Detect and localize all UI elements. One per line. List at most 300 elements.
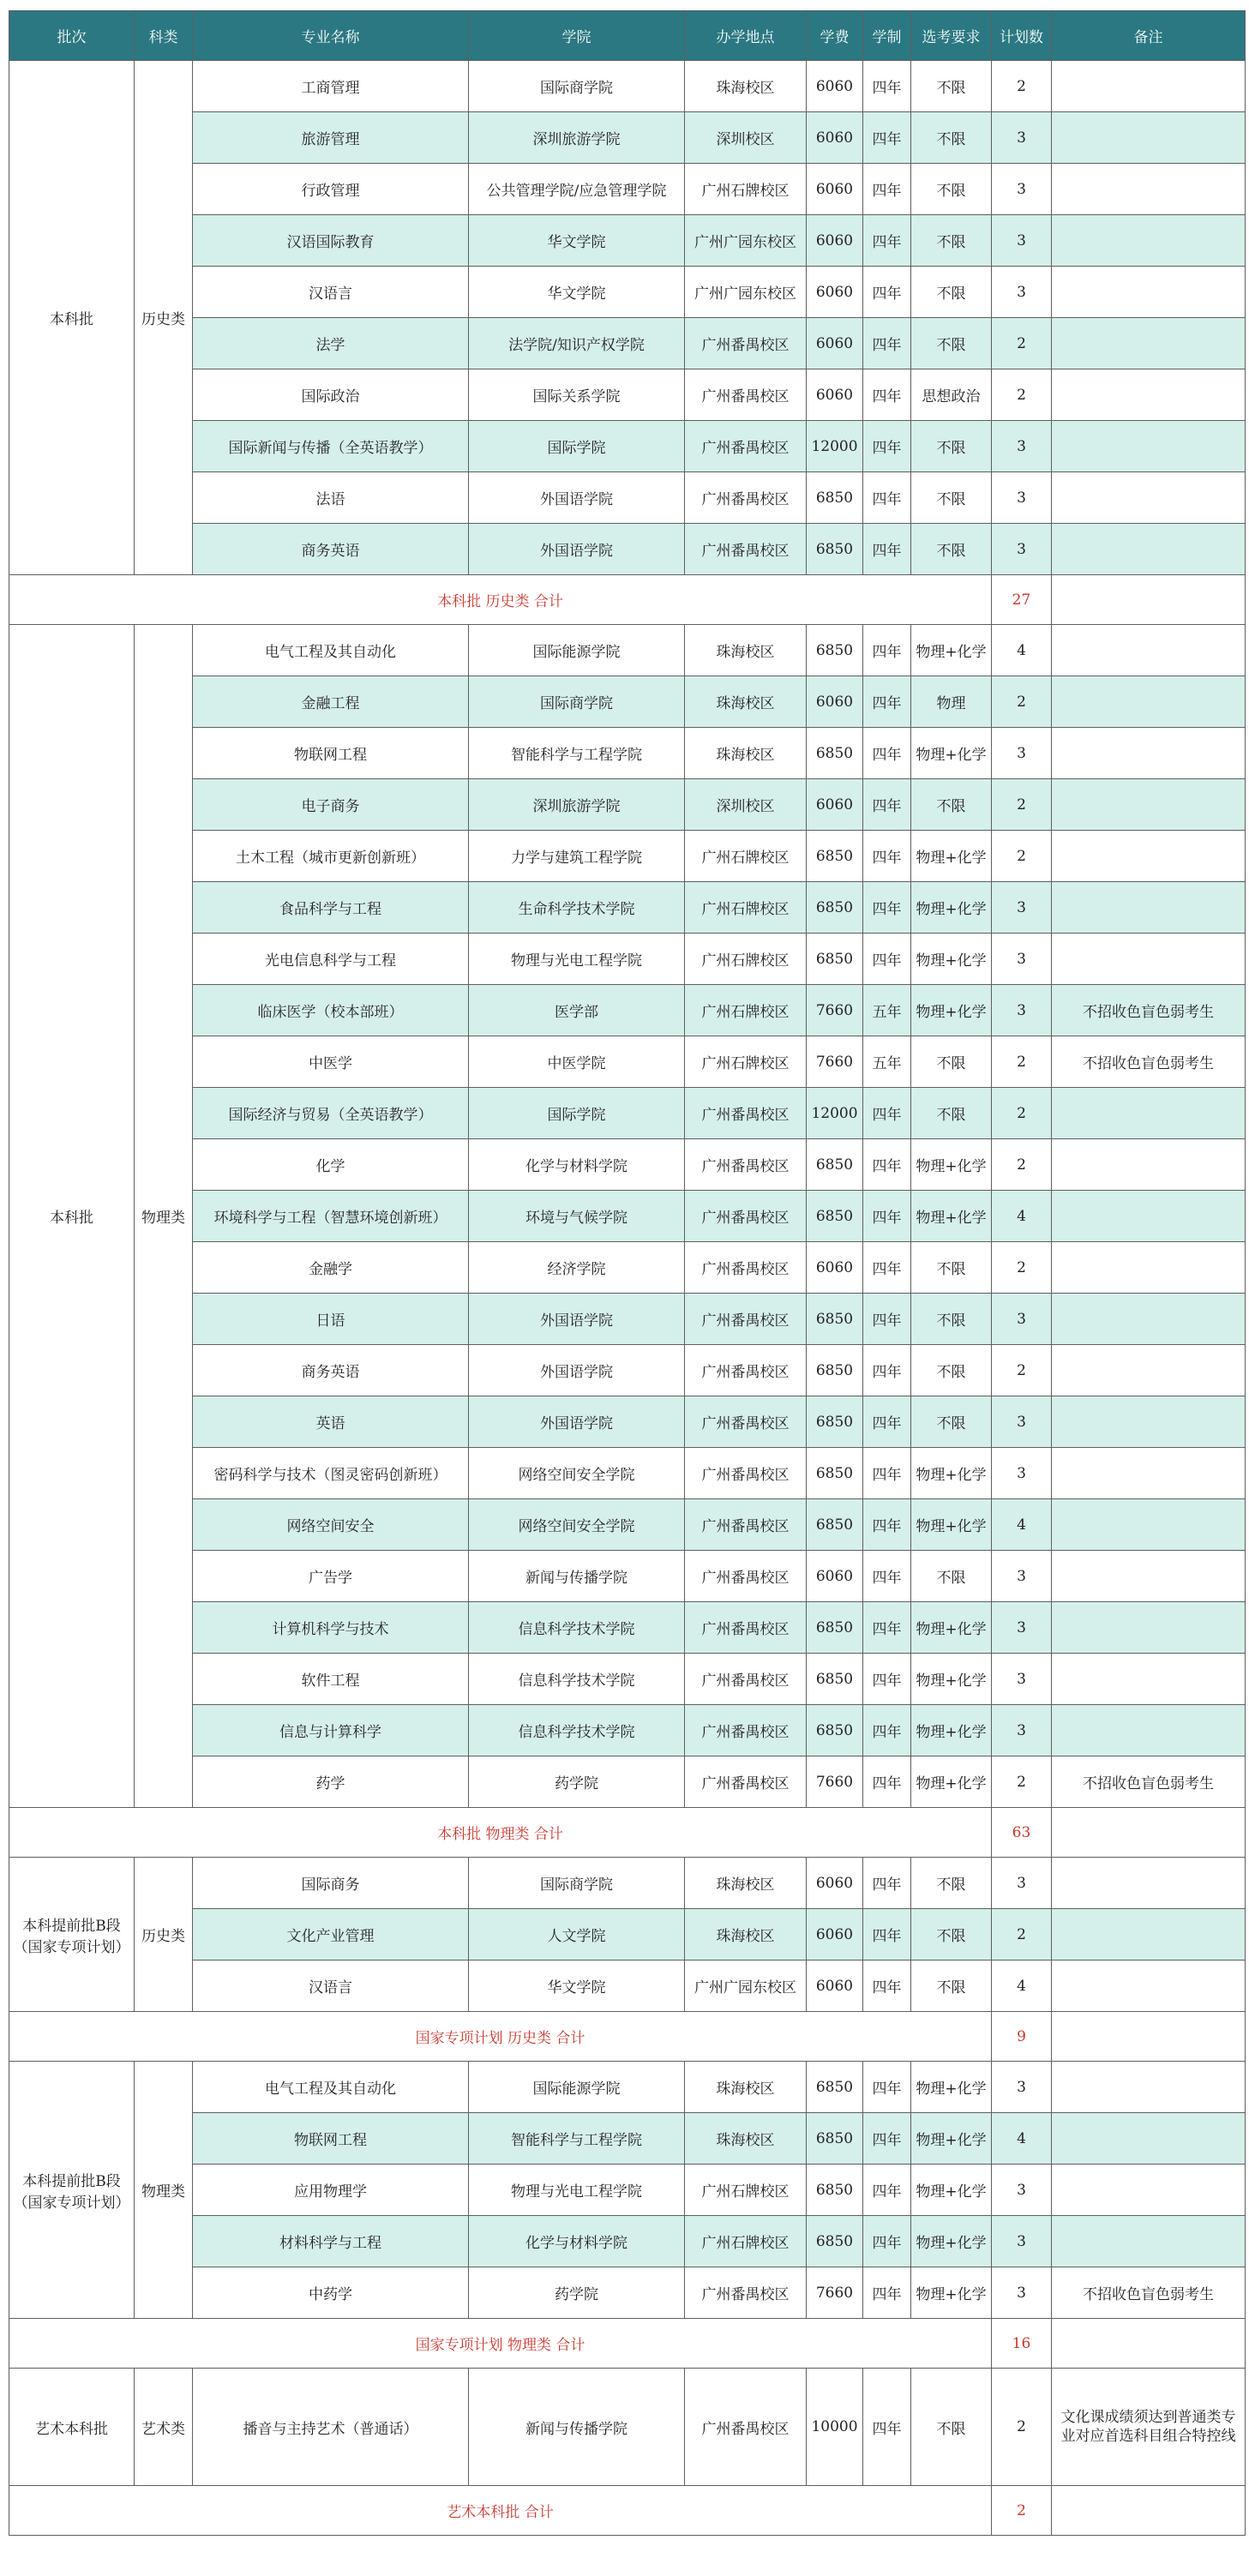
fee-cell: 10000 <box>807 2369 863 2486</box>
years-cell: 四年 <box>863 472 911 524</box>
plan-cell: 3 <box>992 728 1052 779</box>
fee-cell: 7660 <box>807 1036 863 1088</box>
campus-cell: 广州石牌校区 <box>685 934 807 985</box>
college-cell: 国际商学院 <box>469 1858 685 1909</box>
plan-cell: 3 <box>992 934 1052 985</box>
note-cell <box>1052 831 1246 882</box>
note-cell: 文化课成绩须达到普通类专业对应首选科目组合特控线 <box>1052 2369 1246 2486</box>
note-cell <box>1052 472 1246 524</box>
table-row <box>9 1551 1246 1602</box>
fee-cell: 6850 <box>807 2165 863 2216</box>
college-cell: 国际关系学院 <box>469 369 685 421</box>
requirement-cell: 物理+化学 <box>911 1499 992 1551</box>
header-college: 学院 <box>469 11 685 61</box>
plan-cell: 2 <box>992 1756 1052 1808</box>
plan-cell: 3 <box>992 1705 1052 1756</box>
table-row <box>9 112 1246 164</box>
header-requirement: 选考要求 <box>911 11 992 61</box>
plan-cell: 4 <box>992 1961 1052 2012</box>
major-cell: 汉语国际教育 <box>193 215 469 267</box>
college-cell: 新闻与传播学院 <box>469 2369 685 2486</box>
requirement-cell: 物理+化学 <box>911 1191 992 1242</box>
requirement-cell: 不限 <box>911 1858 992 1909</box>
campus-cell: 珠海校区 <box>685 1909 807 1961</box>
subtotal-row <box>9 1808 1246 1858</box>
category-cell: 历史类 <box>135 1858 193 2012</box>
note-cell <box>1052 112 1246 164</box>
years-cell: 四年 <box>863 1499 911 1551</box>
campus-cell: 广州石牌校区 <box>685 2165 807 2216</box>
college-cell: 信息科学技术学院 <box>469 1602 685 1654</box>
major-cell: 信息与计算科学 <box>193 1705 469 1756</box>
note-cell <box>1052 2216 1246 2267</box>
major-cell: 电气工程及其自动化 <box>193 2062 469 2113</box>
requirement-cell: 不限 <box>911 421 992 472</box>
requirement-cell: 物理+化学 <box>911 985 992 1036</box>
plan-cell: 4 <box>992 2113 1052 2165</box>
college-cell: 人文学院 <box>469 1909 685 1961</box>
fee-cell: 6060 <box>807 215 863 267</box>
plan-cell: 3 <box>992 2216 1052 2267</box>
college-cell: 华文学院 <box>469 1961 685 2012</box>
college-cell: 法学院/知识产权学院 <box>469 318 685 369</box>
campus-cell: 广州番禺校区 <box>685 1345 807 1396</box>
fee-cell: 6060 <box>807 164 863 215</box>
years-cell: 五年 <box>863 985 911 1036</box>
note-cell <box>1052 1448 1246 1499</box>
table-row <box>9 2062 1246 2113</box>
header-campus: 办学地点 <box>685 11 807 61</box>
plan-cell: 2 <box>992 1036 1052 1088</box>
plan-cell: 3 <box>992 524 1052 575</box>
category-cell: 物理类 <box>135 625 193 1808</box>
table-row <box>9 1705 1246 1756</box>
campus-cell: 珠海校区 <box>685 625 807 676</box>
major-cell: 金融工程 <box>193 676 469 728</box>
plan-cell: 3 <box>992 421 1052 472</box>
fee-cell: 6850 <box>807 882 863 934</box>
fee-cell: 6850 <box>807 728 863 779</box>
years-cell: 四年 <box>863 2267 911 2319</box>
subtotal-row <box>9 2486 1246 2536</box>
table-row <box>9 1448 1246 1499</box>
college-cell: 中医学院 <box>469 1036 685 1088</box>
plan-cell: 2 <box>992 676 1052 728</box>
requirement-cell: 不限 <box>911 1294 992 1345</box>
plan-cell: 3 <box>992 2165 1052 2216</box>
requirement-cell: 物理+化学 <box>911 934 992 985</box>
fee-cell: 6060 <box>807 318 863 369</box>
college-cell: 医学部 <box>469 985 685 1036</box>
subtotal-note <box>1052 575 1246 625</box>
requirement-cell: 物理+化学 <box>911 2113 992 2165</box>
note-cell <box>1052 625 1246 676</box>
plan-cell: 3 <box>992 985 1052 1036</box>
college-cell: 深圳旅游学院 <box>469 779 685 831</box>
college-cell: 外国语学院 <box>469 472 685 524</box>
plan-cell: 3 <box>992 1654 1052 1705</box>
fee-cell: 6850 <box>807 934 863 985</box>
table-row <box>9 1858 1246 1909</box>
table-row <box>9 369 1246 421</box>
batch-cell: 本科批 <box>9 625 135 1808</box>
college-cell: 外国语学院 <box>469 524 685 575</box>
table-row <box>9 1909 1246 1961</box>
college-cell: 网络空间安全学院 <box>469 1448 685 1499</box>
major-cell: 英语 <box>193 1396 469 1448</box>
table-row <box>9 318 1246 369</box>
note-cell <box>1052 1294 1246 1345</box>
plan-cell: 3 <box>992 1551 1052 1602</box>
major-cell: 旅游管理 <box>193 112 469 164</box>
note-cell <box>1052 164 1246 215</box>
header-years: 学制 <box>863 11 911 61</box>
college-cell: 物理与光电工程学院 <box>469 934 685 985</box>
fee-cell: 6850 <box>807 472 863 524</box>
years-cell: 四年 <box>863 1088 911 1139</box>
plan-cell: 2 <box>992 779 1052 831</box>
requirement-cell: 不限 <box>911 267 992 318</box>
years-cell: 四年 <box>863 164 911 215</box>
plan-cell: 2 <box>992 831 1052 882</box>
table-row <box>9 934 1246 985</box>
note-cell <box>1052 779 1246 831</box>
years-cell: 四年 <box>863 112 911 164</box>
plan-cell: 3 <box>992 215 1052 267</box>
years-cell: 四年 <box>863 728 911 779</box>
campus-cell: 广州广园东校区 <box>685 1961 807 2012</box>
plan-cell: 4 <box>992 1191 1052 1242</box>
fee-cell: 6060 <box>807 1909 863 1961</box>
subtotal-note <box>1052 2486 1246 2536</box>
major-cell: 土木工程（城市更新创新班） <box>193 831 469 882</box>
years-cell: 四年 <box>863 779 911 831</box>
table-row <box>9 267 1246 318</box>
table-row <box>9 676 1246 728</box>
note-cell: 不招收色盲色弱考生 <box>1052 985 1246 1036</box>
plan-cell: 2 <box>992 1088 1052 1139</box>
major-cell: 计算机科学与技术 <box>193 1602 469 1654</box>
fee-cell: 7660 <box>807 1756 863 1808</box>
fee-cell: 6850 <box>807 1448 863 1499</box>
plan-cell: 3 <box>992 112 1052 164</box>
note-cell <box>1052 1345 1246 1396</box>
campus-cell: 广州番禺校区 <box>685 524 807 575</box>
table-row <box>9 1961 1246 2012</box>
college-cell: 网络空间安全学院 <box>469 1499 685 1551</box>
fee-cell: 6850 <box>807 1705 863 1756</box>
requirement-cell: 不限 <box>911 2369 992 2486</box>
fee-cell: 6850 <box>807 625 863 676</box>
subtotal-value: 27 <box>992 575 1052 625</box>
fee-cell: 6060 <box>807 1242 863 1294</box>
campus-cell: 广州石牌校区 <box>685 985 807 1036</box>
major-cell: 法语 <box>193 472 469 524</box>
years-cell: 四年 <box>863 1396 911 1448</box>
note-cell <box>1052 728 1246 779</box>
campus-cell: 广州番禺校区 <box>685 1191 807 1242</box>
years-cell: 四年 <box>863 421 911 472</box>
requirement-cell: 不限 <box>911 472 992 524</box>
fee-cell: 6060 <box>807 779 863 831</box>
college-cell: 新闻与传播学院 <box>469 1551 685 1602</box>
table-row <box>9 215 1246 267</box>
header-row <box>9 11 1246 61</box>
requirement-cell: 不限 <box>911 1961 992 2012</box>
table-row <box>9 985 1246 1036</box>
plan-cell: 3 <box>992 267 1052 318</box>
fee-cell: 6850 <box>807 1294 863 1345</box>
college-cell: 智能科学与工程学院 <box>469 2113 685 2165</box>
batch-cell: 艺术本科批 <box>9 2369 135 2486</box>
college-cell: 外国语学院 <box>469 1294 685 1345</box>
table-row <box>9 728 1246 779</box>
major-cell: 国际经济与贸易（全英语教学） <box>193 1088 469 1139</box>
note-cell <box>1052 1499 1246 1551</box>
requirement-cell: 不限 <box>911 1909 992 1961</box>
table-row <box>9 1036 1246 1088</box>
fee-cell: 6850 <box>807 1602 863 1654</box>
years-cell: 四年 <box>863 2165 911 2216</box>
fee-cell: 6850 <box>807 1345 863 1396</box>
note-cell <box>1052 1858 1246 1909</box>
category-cell: 历史类 <box>135 61 193 575</box>
table-row <box>9 421 1246 472</box>
table-row <box>9 1242 1246 1294</box>
header-major: 专业名称 <box>193 11 469 61</box>
header-category: 科类 <box>135 11 193 61</box>
requirement-cell: 物理+化学 <box>911 1756 992 1808</box>
table-wrapper <box>9 10 1246 2536</box>
plan-cell: 3 <box>992 2267 1052 2319</box>
table-row <box>9 625 1246 676</box>
major-cell: 日语 <box>193 1294 469 1345</box>
fee-cell: 7660 <box>807 2267 863 2319</box>
note-cell <box>1052 1602 1246 1654</box>
major-cell: 中医学 <box>193 1036 469 1088</box>
campus-cell: 广州番禺校区 <box>685 2369 807 2486</box>
note-cell <box>1052 421 1246 472</box>
campus-cell: 广州番禺校区 <box>685 421 807 472</box>
subtotal-label: 本科批 物理类 合计 <box>9 1808 992 1858</box>
fee-cell: 6850 <box>807 1499 863 1551</box>
campus-cell: 广州广园东校区 <box>685 215 807 267</box>
note-cell <box>1052 524 1246 575</box>
campus-cell: 广州番禺校区 <box>685 318 807 369</box>
college-cell: 国际商学院 <box>469 61 685 112</box>
note-cell <box>1052 1396 1246 1448</box>
table-row <box>9 164 1246 215</box>
major-cell: 国际商务 <box>193 1858 469 1909</box>
campus-cell: 广州番禺校区 <box>685 1499 807 1551</box>
college-cell: 国际商学院 <box>469 676 685 728</box>
table-row <box>9 1499 1246 1551</box>
fee-cell: 6060 <box>807 676 863 728</box>
campus-cell: 广州番禺校区 <box>685 1242 807 1294</box>
plan-cell: 3 <box>992 1858 1052 1909</box>
campus-cell: 广州番禺校区 <box>685 1448 807 1499</box>
plan-cell: 2 <box>992 369 1052 421</box>
campus-cell: 广州石牌校区 <box>685 882 807 934</box>
years-cell: 四年 <box>863 2062 911 2113</box>
major-cell: 物联网工程 <box>193 728 469 779</box>
table-row <box>9 524 1246 575</box>
campus-cell: 深圳校区 <box>685 779 807 831</box>
header-fee: 学费 <box>807 11 863 61</box>
plan-cell: 2 <box>992 2369 1052 2486</box>
table-row <box>9 2113 1246 2165</box>
college-cell: 公共管理学院/应急管理学院 <box>469 164 685 215</box>
years-cell: 四年 <box>863 1602 911 1654</box>
college-cell: 药学院 <box>469 1756 685 1808</box>
college-cell: 化学与材料学院 <box>469 2216 685 2267</box>
major-cell: 环境科学与工程（智慧环境创新班） <box>193 1191 469 1242</box>
campus-cell: 广州番禺校区 <box>685 1294 807 1345</box>
years-cell: 四年 <box>863 676 911 728</box>
fee-cell: 6850 <box>807 2113 863 2165</box>
table-row <box>9 831 1246 882</box>
note-cell <box>1052 882 1246 934</box>
major-cell: 金融学 <box>193 1242 469 1294</box>
plan-cell: 3 <box>992 2062 1052 2113</box>
table-row <box>9 2267 1246 2319</box>
major-cell: 播音与主持艺术（普通话） <box>193 2369 469 2486</box>
college-cell: 外国语学院 <box>469 1345 685 1396</box>
note-cell: 不招收色盲色弱考生 <box>1052 1036 1246 1088</box>
college-cell: 华文学院 <box>469 215 685 267</box>
major-cell: 中药学 <box>193 2267 469 2319</box>
college-cell: 深圳旅游学院 <box>469 112 685 164</box>
subtotal-value: 2 <box>992 2486 1052 2536</box>
fee-cell: 6850 <box>807 1139 863 1191</box>
requirement-cell: 不限 <box>911 1396 992 1448</box>
requirement-cell: 物理+化学 <box>911 728 992 779</box>
years-cell: 四年 <box>863 1858 911 1909</box>
plan-cell: 3 <box>992 164 1052 215</box>
fee-cell: 7660 <box>807 985 863 1036</box>
major-cell: 法学 <box>193 318 469 369</box>
subtotal-value: 63 <box>992 1808 1052 1858</box>
note-cell <box>1052 1654 1246 1705</box>
requirement-cell: 物理+化学 <box>911 2216 992 2267</box>
campus-cell: 广州番禺校区 <box>685 2267 807 2319</box>
plan-cell: 3 <box>992 1448 1052 1499</box>
requirement-cell: 物理+化学 <box>911 1448 992 1499</box>
requirement-cell: 不限 <box>911 61 992 112</box>
major-cell: 电子商务 <box>193 779 469 831</box>
major-cell: 工商管理 <box>193 61 469 112</box>
table-row <box>9 2216 1246 2267</box>
batch-cell: 本科提前批B段（国家专项计划） <box>9 1858 135 2012</box>
college-cell: 国际学院 <box>469 1088 685 1139</box>
years-cell: 四年 <box>863 831 911 882</box>
requirement-cell: 不限 <box>911 1551 992 1602</box>
campus-cell: 广州石牌校区 <box>685 831 807 882</box>
fee-cell: 6060 <box>807 1551 863 1602</box>
major-cell: 应用物理学 <box>193 2165 469 2216</box>
requirement-cell: 不限 <box>911 1036 992 1088</box>
subtotal-value: 9 <box>992 2012 1052 2062</box>
requirement-cell: 不限 <box>911 1088 992 1139</box>
major-cell: 广告学 <box>193 1551 469 1602</box>
major-cell: 商务英语 <box>193 1345 469 1396</box>
college-cell: 物理与光电工程学院 <box>469 2165 685 2216</box>
plan-cell: 4 <box>992 625 1052 676</box>
campus-cell: 广州番禺校区 <box>685 1602 807 1654</box>
college-cell: 国际学院 <box>469 421 685 472</box>
table-row <box>9 2369 1246 2486</box>
major-cell: 药学 <box>193 1756 469 1808</box>
campus-cell: 广州番禺校区 <box>685 1088 807 1139</box>
table-row <box>9 2165 1246 2216</box>
years-cell: 四年 <box>863 2113 911 2165</box>
requirement-cell: 物理+化学 <box>911 1602 992 1654</box>
major-cell: 食品科学与工程 <box>193 882 469 934</box>
years-cell: 四年 <box>863 1909 911 1961</box>
subtotal-row <box>9 2319 1246 2369</box>
college-cell: 力学与建筑工程学院 <box>469 831 685 882</box>
campus-cell: 广州广园东校区 <box>685 267 807 318</box>
batch-cell: 本科批 <box>9 61 135 575</box>
major-cell: 密码科学与技术（图灵密码创新班） <box>193 1448 469 1499</box>
subtotal-label: 本科批 历史类 合计 <box>9 575 992 625</box>
fee-cell: 6850 <box>807 1396 863 1448</box>
fee-cell: 6850 <box>807 831 863 882</box>
plan-cell: 2 <box>992 1242 1052 1294</box>
major-cell: 物联网工程 <box>193 2113 469 2165</box>
note-cell: 不招收色盲色弱考生 <box>1052 2267 1246 2319</box>
table-row <box>9 1396 1246 1448</box>
plan-cell: 2 <box>992 1909 1052 1961</box>
years-cell: 四年 <box>863 61 911 112</box>
years-cell: 四年 <box>863 369 911 421</box>
campus-cell: 珠海校区 <box>685 61 807 112</box>
years-cell: 四年 <box>863 215 911 267</box>
campus-cell: 珠海校区 <box>685 676 807 728</box>
note-cell <box>1052 2062 1246 2113</box>
plan-cell: 3 <box>992 472 1052 524</box>
years-cell: 四年 <box>863 318 911 369</box>
note-cell <box>1052 267 1246 318</box>
years-cell: 四年 <box>863 267 911 318</box>
note-cell <box>1052 1139 1246 1191</box>
requirement-cell: 不限 <box>911 215 992 267</box>
table-row <box>9 1191 1246 1242</box>
requirement-cell: 物理+化学 <box>911 2267 992 2319</box>
major-cell: 国际新闻与传播（全英语教学） <box>193 421 469 472</box>
note-cell <box>1052 318 1246 369</box>
fee-cell: 6850 <box>807 524 863 575</box>
major-cell: 商务英语 <box>193 524 469 575</box>
plan-cell: 2 <box>992 1139 1052 1191</box>
major-cell: 网络空间安全 <box>193 1499 469 1551</box>
major-cell: 电气工程及其自动化 <box>193 625 469 676</box>
campus-cell: 广州番禺校区 <box>685 1396 807 1448</box>
campus-cell: 珠海校区 <box>685 2113 807 2165</box>
college-cell: 信息科学技术学院 <box>469 1705 685 1756</box>
plan-cell: 2 <box>992 61 1052 112</box>
note-cell <box>1052 934 1246 985</box>
note-cell <box>1052 1242 1246 1294</box>
plan-cell: 4 <box>992 1499 1052 1551</box>
note-cell <box>1052 61 1246 112</box>
table-row <box>9 882 1246 934</box>
college-cell: 药学院 <box>469 2267 685 2319</box>
fee-cell: 12000 <box>807 1088 863 1139</box>
subtotal-value: 16 <box>992 2319 1052 2369</box>
years-cell: 四年 <box>863 1654 911 1705</box>
requirement-cell: 物理+化学 <box>911 831 992 882</box>
